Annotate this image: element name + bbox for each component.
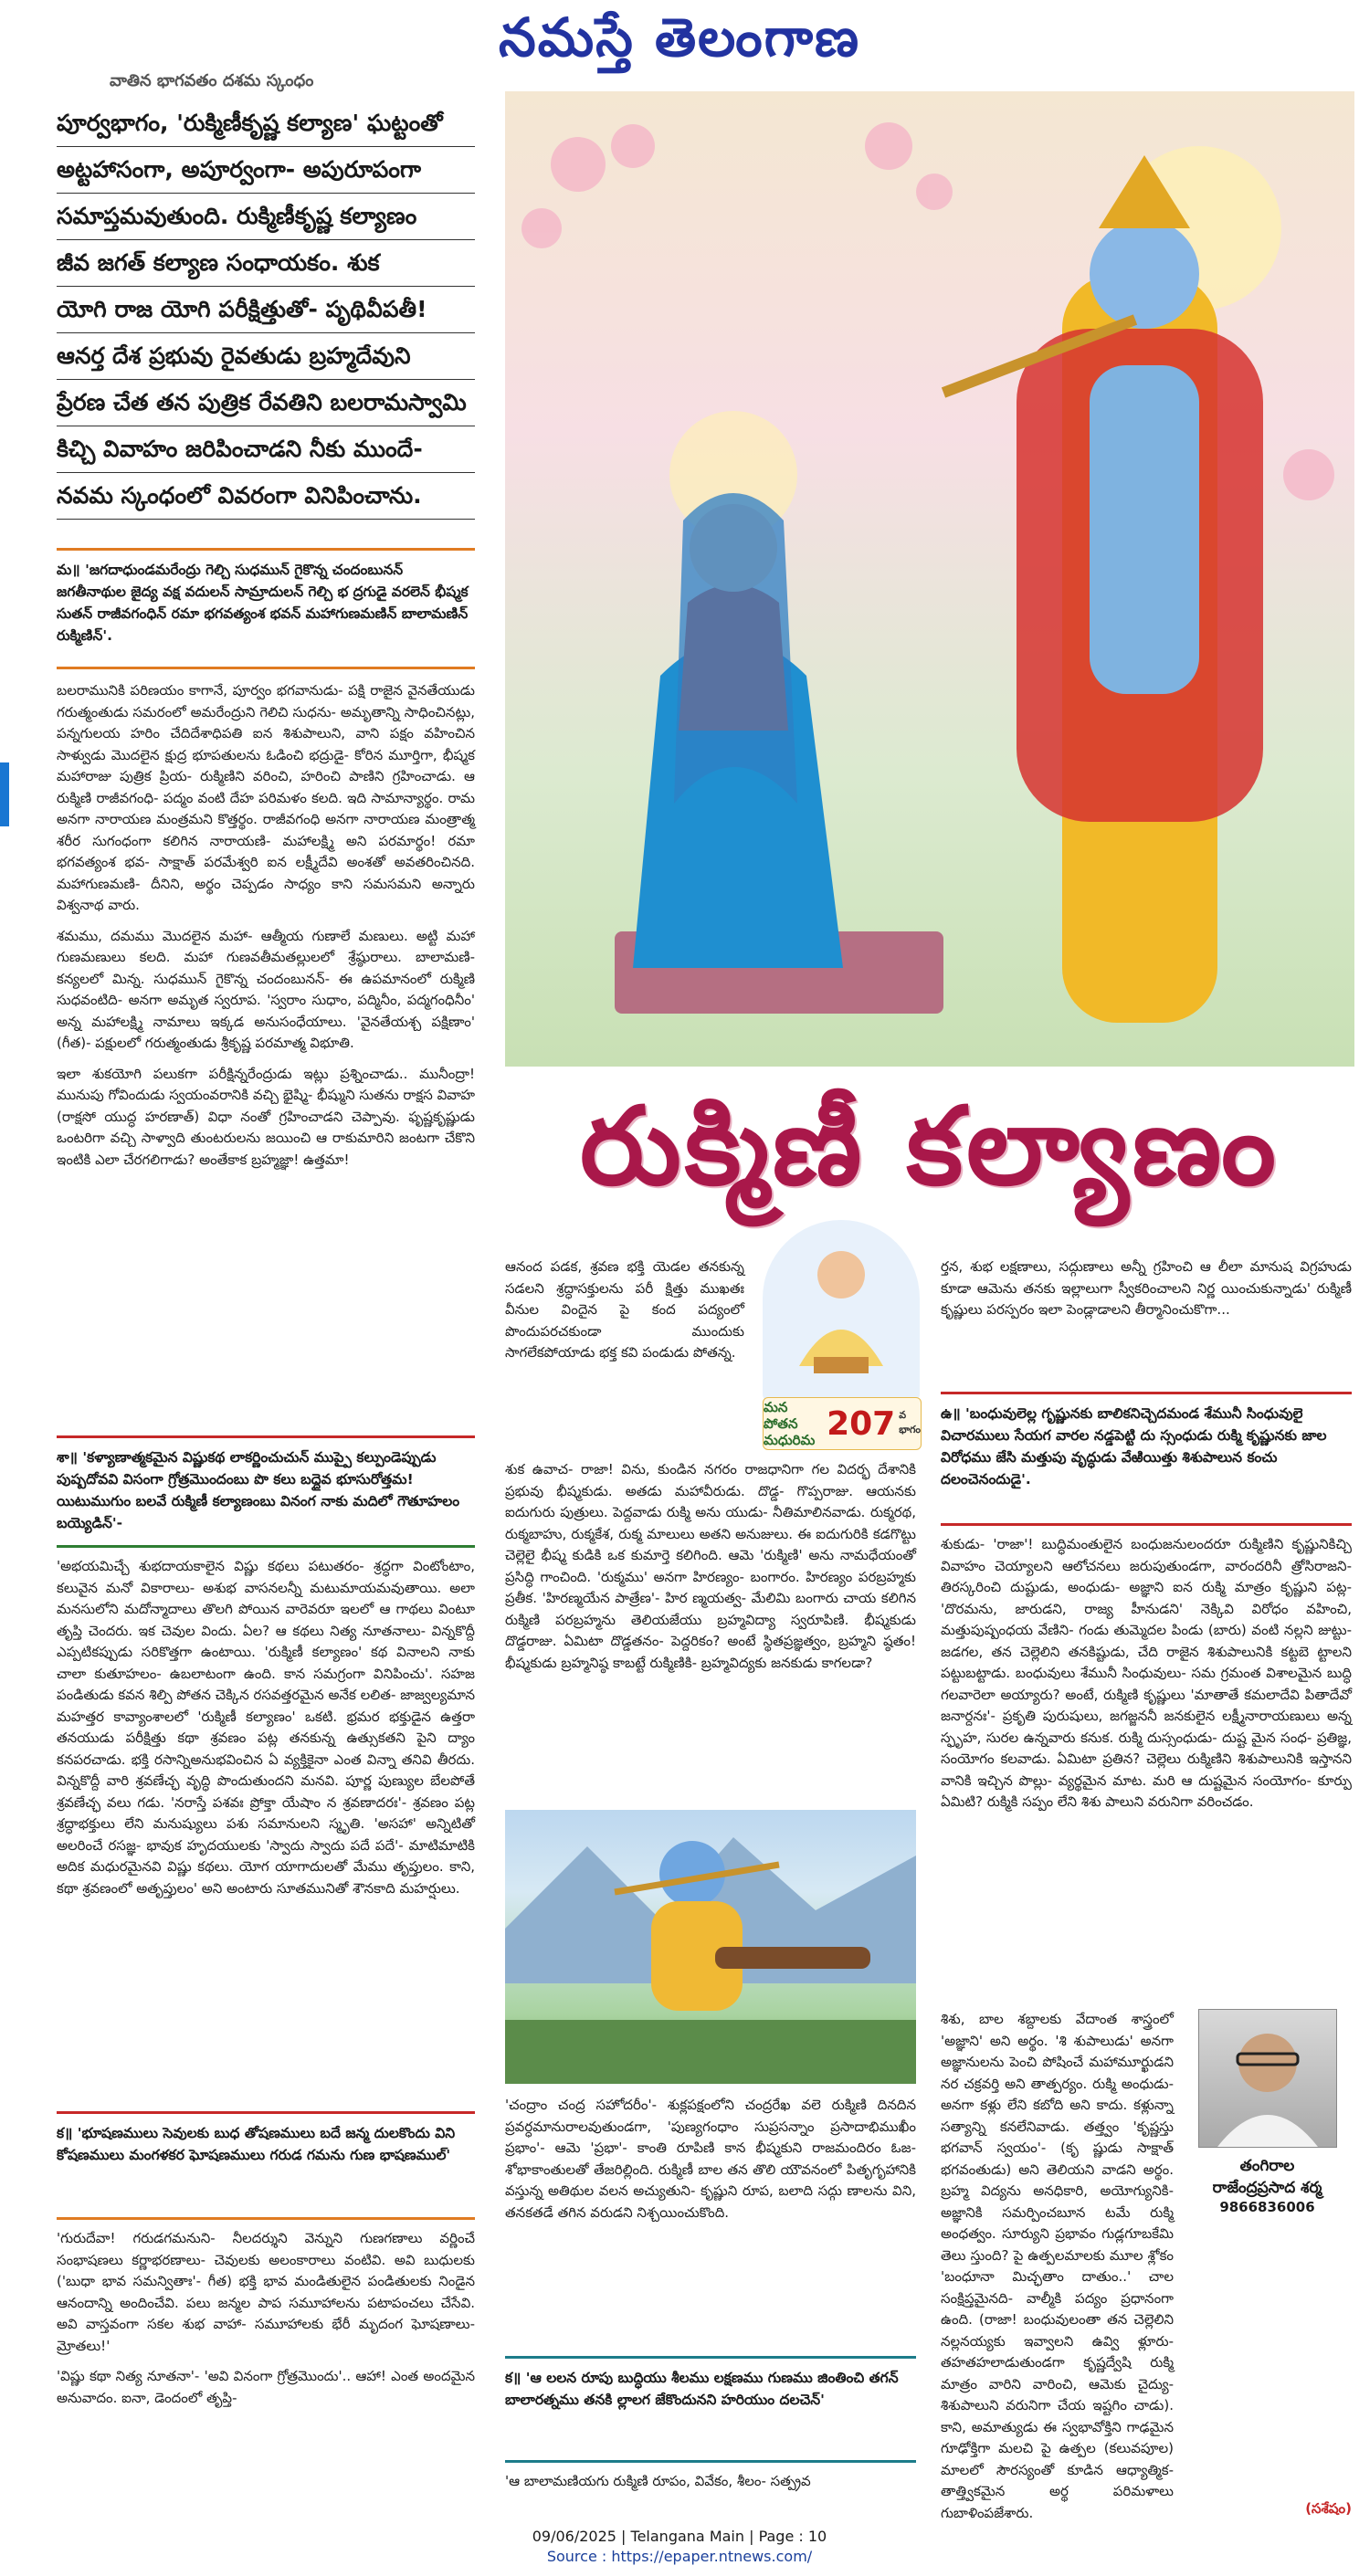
series-badge xyxy=(763,1397,922,1450)
middle-intro-text: ఆనంద పడక, శ్రవణ భక్తి యెడల తనకున్న సడలని శ్రద్ధాసక్తులను పరీ క్షిత్తు ముఖతః వీనుల విందైన పై కంద పద్యంలో పొందుపరచకుండా ముందుకు సాగలేకపోయాడు భక్త కవి పండుడు పోతన్న. xyxy=(505,1258,744,1361)
right-intro-text: ర్తన, శుభ లక్షణాలు, సద్గుణాలు అన్నీ గ్రహించి ఆ లీలా మానుష విగ్రహుడు కూడా ఆమెను తనకు ఇల్లాలుగా స్వీకరించాలని నిర్ణ యించుకున్నాడు' రుక్మిణీ కృష్ణులు పరస్పరం ఇలా పెండ్లాడాలని తీర్మానించుకొగా... xyxy=(941,1258,1352,1318)
paragraph: 'అభయమిచ్చే శుభదాయకాలైన విష్ణు కథలు పటుతరం- శ్రద్ధగా వింటోంటాం, కలువైన మనో వికారాలు- అశుభ వాసనలన్నీ మటుమాయమవుతాయి. అలా మనసులోని మదోన్మాదాలు తొలగి పోయిన వారెవరూ ఇలలో ఆ గాథలు వింటూ తృప్తి చెందరు. ఇక చెవుల విందు. ఏల? ఆ కథలు నిత్య నూతనాలు- విన్నకొద్దీ ఎప్పటికప్పుడు సరికొత్తగా ఉంటాయి. 'రుక్మిణీ కల్యాణం' కథ వినాలని నాకు చాలా కుతూహలం- ఉబలాటంగా ఉంది. కాన సమగ్రంగా వినిపించు'. సహజ పండితుడు కవన శిల్పి పోతన చెక్కిన రసవత్తరమైన అనేక లలిత- జాజ్వల్యమాన మహత్తర కావ్యాంశాలలో 'రుక్మిణీ కల్యాణం' ఒకటి. భ్రమర భక్తుడైన ఉత్తరా తనయుడు పరీక్షిత్తు కథా శ్రవణం పట్ల తనకున్న ఉత్సుకతని పైని ద్యాం కనపరచాడు. భక్తి రసాన్నిఅనుభవించిన ఏ వ్యక్తికైనా ఎంత విన్నా తనివి తీరదు. విన్నకొద్దీ వారి శ్రవణేచ్ఛ వృద్ధి పొందుతుందని మనవి. పూర్ణ పుణ్యుల బేలపోతే శ్రవణేచ్ఛ వలు గడు. 'నరాస్తే పశవః ప్రోక్తా యేషాం న శ్రవణాదరః'- శ్రవణం పట్ల శ్రద్ధాభక్తులు లేని మనుష్యులు పశు సమానులని స్మృతి. 'అసహా' అన్నిటితో అలరించే రసజ్ఞ- భావుక హృదయులకు 'స్వాదు స్వాదు పదే పదే'- మాటిమాటికి అదిక మధురమైనవి విష్ణు కథలు. యోగ యాగాదులతో మేము తృప్తులం. కాని, కథా శ్రవణంలో అతృప్తులం' అని అంటారు సూతమునితో శౌనకాది మహర్షులు. xyxy=(57,1558,475,1897)
intro-line: జీవ జగత్ కల్యాణ సంధాయకం. శుక xyxy=(57,240,475,287)
paragraph: 'చంద్రాం చంద్ర సహోదరీం'- శుక్లపక్షంలోని చంద్రరేఖ వలె రుక్మిణి దినదిన ప్రవర్ధమానురాలవుతుండగా, 'పుణ్యగంధాం సుప్రసన్నాం ప్రసాదాభిముఖీం ప్రభాం'- ఆమె 'ప్రభా'- కాంతి రూపిణి కాన భీష్మకుని రాజమందిరం ఓజ- శోభాకాంతులతో తేజరిల్లింది. రుక్మిణీ బాల తన తొలి యౌవనంలో పితృగృహానికి వస్తున్న అతిథుల వలన అచ్యుతుని- కృష్ణుని రూప, బలాది సద్గు ణాలను విని, తనకతడే తగిన వరుడని నిశ్చయించుకొంది. xyxy=(505,2097,916,2221)
paragraph: శిశు, బాల శబ్దాలకు వేదాంత శాస్త్రంలో 'అజ్ఞాని' అని అర్థం. 'శి శుపాలుడు' అనగా అజ్ఞానులను పెంచి పోషించే మహామూర్ఖుడని నర చక్రవర్తి అని తాత్పర్యం. రుక్మి అంధుడు- అనగా కళ్లు లేని కబోది అని కాదు. కళ్లున్నా సత్యాన్ని కనలేనివాడు. తత్త్వం 'కృష్ణస్తు భగవాన్ స్వయం'- (కృ ష్ణుడు సాక్షాత్ భగవంతుడు) అని తెలియని వాడని అర్థం. బ్రహ్మ విద్యను అనధికారి, అయోగ్యునికి- అజ్ఞానికి సమర్పించబూన టమే రుక్మి అంధత్వం. సూర్యుని ప్రభావం గుడ్లగూబకేమి తెలు స్తుంది? పై ఉత్పలమాలకు మూల శ్లోకం 'బంధూనా మిచ్ఛతాం దాతుం..' చాల సంక్షిప్తమైనది- వాల్మీకి పద్యం ప్రధానంగా ఉంది. (రాజా! బంధువులంతా తన చెల్లెలిని నల్లనయ్యకు ఇవ్వాలని ఉవ్వి ళ్లూరు- తహతహలాడుతుండగా కృష్ణద్వేషి రుక్మి మాత్రం వారిని వారించి, ఆమెకు చైద్యు- శిశుపాలుని వరునిగా చేయ ఇష్టగిం చాడు). కాని, అమాత్యుడు ఈ స్వభావోక్తిని గాఢమైన గూఢోక్తిగా మలచి పై ఉత్పల (కలువపూల) మాలలో సౌరస్యంతో కూడిన ఆధ్యాత్మిక- తాత్త్వికమైన అర్థ పరిమళాలు గుబాళింపజేశారు. xyxy=(941,2011,1174,2521)
paragraph: శుక ఉవాచ- రాజా! విను, కుండిన నగరం రాజధానిగా గల విదర్భ దేశానికి ప్రభువు భీష్మకుడు. అతడు మహావీరుడు. దొడ్డ- గొప్పరాజు. ఆయనకు ఐదుగురు పుత్రులు. పెద్దవాడు రుక్మి అను యుడు- నీతిమాలినవాడు. రుక్మరథ, రుక్మబాహు, రుక్మకేశ, రుక్మ మాలులు అతని అనుజులు. ఈ ఐదుగురికి కడగొట్టు చెల్లెలై భీష్మ కుడికి ఒక కుమార్తె కలిగింది. ఆమె 'రుక్మిణి' అను నామధేయంతో ప్రసిద్ధి గాంచింది. 'రుక్మము' అనగా హిరణ్యం- బంగారం. హిరణ్యం పరబ్రహ్మకు ప్రతీక. 'హిరణ్మయేన పాత్రేణ'- హిర ణ్మయత్వ- మేలిమి బంగారు చాయ కలిగిన రుక్మిణి పరబ్రహ్మను తెలియజేయు బ్రహ్మవిద్యా స్వరూపిణి. భీష్మకుడు దొడ్డరాజు. ఏమిటా దొడ్డతనం- పెద్దరికం? అంటే స్థితప్రజ్ఞత్వం, బ్రహ్మని ష్ఠతం! భీష్మకుడు బ్రహ్మనిష్ఠ కాబట్టే రుక్మిణికి- బ్రహ్మవిద్యకు జనకుడు కాగలడా? xyxy=(505,1461,916,1671)
intro-line: అట్టహాసంగా, అపూర్వంగా- అపురూపంగా xyxy=(57,147,475,194)
paragraph: ఇలా శుకయోగి పలుకగా పరీక్షిన్నరేంద్రుడు ఇట్లు ప్రశ్నించాడు.. మునీంద్రా! మునుపు గోవిందుడు స్వయంవరానికి వచ్చి భైష్మి- భీష్ముని సుతను రాక్షస వివాహ (రాక్షసో యుద్ధ హరణాత్) విధా నంతో గ్రహించాడని చెప్పావు. ఫృష్ణకృష్ణుడు ఒంటరిగా వచ్చి సాళ్వాది తుంటరులను జయించి ఆ రాకుమారిని జంటగా చేకొని ఇంటికి ఎలా చేరగలిగాడు? అంతేకాక బ్రహ్మజ్ఞా! ఉత్తమా! xyxy=(57,1065,475,1168)
krishna-rukmini-illustration xyxy=(505,91,1354,1067)
source-link[interactable]: Source : https://epaper.ntnews.com/ xyxy=(546,2548,813,2565)
verse-block: క॥ 'ఆ లలన రూపు బుద్ధియు శీలము లక్షణము గుణము జింతించి తగన్ బాలారత్నము తనకి ల్లాలగ జేకొందునని హరియుం దలచెన్' xyxy=(505,2370,899,2408)
intro-line: సమాప్తమవుతుంది. రుక్మిణీకృష్ణ కల్యాణం xyxy=(57,194,475,240)
divider xyxy=(941,1392,1352,1394)
left-column-text xyxy=(57,1556,475,1908)
intro-line: కిచ్చి వివాహం జరిపించాడని నీకు ముందే- xyxy=(57,426,475,473)
divider xyxy=(57,1545,475,1548)
intro-line: ఆనర్త దేశ ప్రభువు రైవతుడు బ్రహ్మదేవుని xyxy=(57,333,475,380)
author-avatar-icon xyxy=(1199,2010,1336,2147)
intro-line: నవమ స్కంధంలో వివరంగా వినిపించాను. xyxy=(57,473,475,520)
series-badge-text: మన పోతన మధురిమ xyxy=(764,1399,816,1448)
poet-icon xyxy=(763,1220,920,1403)
poet-illustration xyxy=(763,1220,920,1403)
divider xyxy=(57,548,475,551)
paragraph: శుకుడు- 'రాజా'! బుద్ధిమంతులైన బంధుజనులందరూ రుక్మిణిని కృష్ణునికిచ్చి వివాహం చెయ్యాలని ఆలోచనలు జరుపుతుండగా, వారందరినీ త్రోసిరాజని- తిరస్కరించి దుష్టుడు, అంధుడు- అజ్ఞాని ఐన రుక్మి మాత్రం కృష్ణుని పట్ల- 'దొరమను, జారుడని, రాజ్య హీనుడని' నెక్కివి విరోధం వహించి, మత్తుపుష్పంధయ వేణిని- గండు తుమ్మెదల పిండు (బారు) వంటి నల్లని జుట్టు- జడగల, తన చెల్లెలిని తనకిష్టుడు, చేది రాజైన శిశుపాలునికి కట్టబె ట్టాలని పట్టుబట్టాడు. బంధువులు శేమునీ సింధువులు- సమ గ్రమంత విశాలమైన బుద్ధి గలవారెలా అయ్యారు? అంటే, రుక్మిణి కృష్ణులు 'మాతాతే కమలాదేవి పితాదేవో జనార్దనః'- ప్రకృతి పురుషులు, జగజ్జననీ జనకులైన లక్ష్మీనారాయణులు అన్న స్ఫృహ, సురల ఉన్నవారు కనుక. రుక్మి దుస్సంధుడు- దుష్ట మైన సంధ- ప్రతిజ్ఞ, సంయోగం కలవాడు. ఏమిటా ప్రతిన? చెల్లెలు రుక్మిణిని శిశుపాలునికి ఇస్తానని వానికి ఇచ్చిన పొల్లు- వ్యర్థమైన మాట. మరి ఆ దుష్టమైన సంయోగం- కూర్పు ఏమిటి? రుక్మికి సప్పం లేని శిశు పాలుని వరునిగా వరించడం. xyxy=(941,1536,1352,1810)
left-column-text xyxy=(57,680,475,1180)
paragraph: 'విష్ణు కథా నిత్య నూతనా'- 'అవి వినంగా గ్రోత్రమొందు'.. ఆహా! ఎంత అందమైన అనువాదం. ఐనా, డెందంలో తృప్తి- xyxy=(57,2368,475,2406)
sign-off: (సశేషం) xyxy=(1305,2500,1352,2517)
series-badge-suffix: వ భాగం xyxy=(899,1409,922,1435)
left-column-text xyxy=(57,2228,475,2418)
divider xyxy=(505,2356,916,2359)
series-badge-number: 207 xyxy=(827,1404,896,1443)
edge-marker xyxy=(0,762,9,826)
intro-block xyxy=(57,100,475,520)
intro-cut-line: వాతిన భాగవతం దశమ స్కంధం xyxy=(110,71,314,90)
middle-column-text xyxy=(505,2471,916,2502)
verse-block: శా॥ 'కళ్యాణాత్మకమైన విష్ణుకథ లాకర్ణించుచున్ ముప్పై కల్పుండెప్పుడు పుష్పదోవవి విసంగా గ్రోత్రమొందంబు పొ కలు బద్దైవ భూసురోత్తమ! యిటుముగుం బలవే రుక్మిణీ కల్యాణంబు వినంగ నాకు మదిలో గౌతూహలం బయ్యెడిన్'- xyxy=(57,1449,460,1531)
verse-block: ఉ॥ 'బంధువులెల్ల గృష్ణునకు బాలికనిచ్చెదమండ శేమునీ సింధువులై విచారములు సేయగ వారల నడ్డపెట్టి దు స్సంధుడు రుక్మి కృష్ణునకు జాల విరోధము జేసి మత్తుపు వృద్ధుడు వేఱియిత్తు శిశుపాలున కంచు దలంచెనందుడై'. xyxy=(941,1405,1327,1488)
article-title: రుక్మిణీ కల్యాణం xyxy=(580,1082,1280,1209)
middle-column-text xyxy=(505,1459,916,1683)
author-name: తంగిరాల xyxy=(1239,2157,1295,2175)
divider xyxy=(57,1435,475,1438)
author-phone: 9866836006 xyxy=(1219,2199,1315,2215)
intro-line: యోగి రాజ యోగి పరీక్షిత్తుతో- పృథివీపతీ! xyxy=(57,287,475,333)
right-column-text xyxy=(941,2009,1174,2533)
masthead-logo: నమస్తే తెలంగాణ xyxy=(499,6,860,68)
divider xyxy=(941,1523,1352,1526)
author-photo xyxy=(1198,2009,1337,2148)
paragraph: 'గురుదేవా! గరుడగమనుని- నీలదర్శుని వెన్నుని గుణగణాలు వర్ణించే సంభాషణలు కర్ణాభరణాలు- చెవులకు అలంకారాలు వంటివి. అవి బుధులకు ('బుధా భావ సమన్వితాః'- గీత) భక్తి భావ మండితులైన పండితులకు నిండైన ఆనందాన్ని అందించేవి. పలు జన్మల పాప సమూహాలను పటాపంచలు చేసేవి. అవి వాస్తవంగా సకల శుభ వాహా- సమూహాలకు భేరీ మృదంగ ఘోషణాలు- మ్రోతలు!' xyxy=(57,2230,475,2354)
author-box xyxy=(1183,2009,1352,2219)
divider xyxy=(57,2217,475,2220)
intro-line: ప్రేరణ చేత తన పుత్రిక రేవతిని బలరామస్వామి xyxy=(57,380,475,426)
hero-illustration xyxy=(505,91,1354,1067)
verse-block: మ॥ 'జగదాధుండమరేంద్రు గెల్చి సుధమున్ గైకొన్న చందంబునన్ జగతీనాథుల జైద్య వక్ష వదులన్ సామ్రాదులన్ గెల్చి భ ద్రగుడై వరలెన్ భీష్మక సుతన్ రాజీవగంధిన్ రమా భగవత్యంశ భవన్ మహాగుణమణిన్ బాలామణిన్ రుక్మిణిన్'. xyxy=(57,562,469,644)
divider xyxy=(57,2111,475,2114)
krishna-flute-illustration xyxy=(505,1810,916,2084)
verse-block: క॥ 'భూషణములు సెవులకు బుధ తోషణములు బదే జన్మ దులకొందు విని కోషణములు మంగళకర ఘోషణములు గరుడ గమను గుణ భాషణముల్' xyxy=(57,2125,456,2163)
divider xyxy=(505,2460,916,2463)
divider xyxy=(57,667,475,669)
right-column-text xyxy=(941,1534,1352,1823)
middle-column-text xyxy=(505,2095,916,2233)
krishna-flute-icon xyxy=(505,1810,916,2084)
author-name: రాజేంద్రప్రసాద శర్మ xyxy=(1212,2179,1322,2197)
paragraph: శమము, దమము మొదలైన మహా- ఆత్మీయ గుణాలే మణులు. అట్టి మహా గుణమణులు కలది. మహా గుణవతీమతల్లులలో శ్రేష్ఠురాలు. బాలామణి- కన్యలలో మిన్న. సుధమున్ గైకొన్న చందంబునన్- ఈ ఉపమానంలో రుక్మిణి సుధవంటిది- అనగా అమృత స్వరూప. 'స్వరాం సుధాం, పద్మినీం, పద్మగంధినీం' అన్న మహాలక్ష్మి నామాలు ఇక్కడ అనుసంధేయాలు. 'వైనతేయశ్చ పక్షిణాం' (గీత)- పక్షులలో గరుత్మంతుడు శ్రీకృష్ణ పరమాత్మ విభూతి. xyxy=(57,927,475,1051)
paragraph: 'ఆ బాలామణియగు రుక్మిణి రూపం, వివేకం, శీలం- సత్ప్రవ xyxy=(505,2473,811,2489)
paragraph: బలరామునికి పరిణయం కాగానే, పూర్వం భగవానుడు- పక్షి రాజైన వైనతేయుడు గరుత్మంతుడు సమరంలో అమరేంద్రుని గెలిచి సుధను- అమృతాన్ని సాధించినట్లు, పన్నగులయ హరిం చేదిదేశాధిపతి ఐన శిశుపాలుని, వాని పక్షం వహించిన సాళ్వుడు మొదలైన క్షుద్ర భూపతులను ఓడించి భద్రుడై- కోరిన మూర్తిగా, భీష్మక మహారాజు పుత్రిక ప్రియ- రుక్మిణిని వరించి, హరించి పాణిని గ్రహించాడు. ఆ రుక్మిణి రాజీవగంధి- పద్మం వంటి దేహ పరిమళం కలది. ఇది సామాన్యార్థం. రామ అనగా నారాయణ మంత్రమని కొత్తర్థం. రాజీవగంధి అనగా నారాయణ మంత్రాత్మ శరీర సుగంధంగా కలిగిన నారాయణి- మహాలక్ష్మి అని పరమార్థం! రమా భగవత్యంశ భవ- సాక్షాత్ పరమేశ్వరి ఐన లక్ష్మీదేవి అంశతో అవతరించినది. మహాగుణమణి- దీనిని, అర్థం చెప్పడం సాధ్యం కాని సమసమని అన్నారు విశ్వనాథ వారు. xyxy=(57,682,475,913)
intro-line: పూర్వభాగం, 'రుక్మిణీకృష్ణ కల్యాణ' ఘట్టంతో xyxy=(57,100,475,147)
edition-info: 09/06/2025 | Telangana Main | Page : 10 xyxy=(532,2528,827,2545)
